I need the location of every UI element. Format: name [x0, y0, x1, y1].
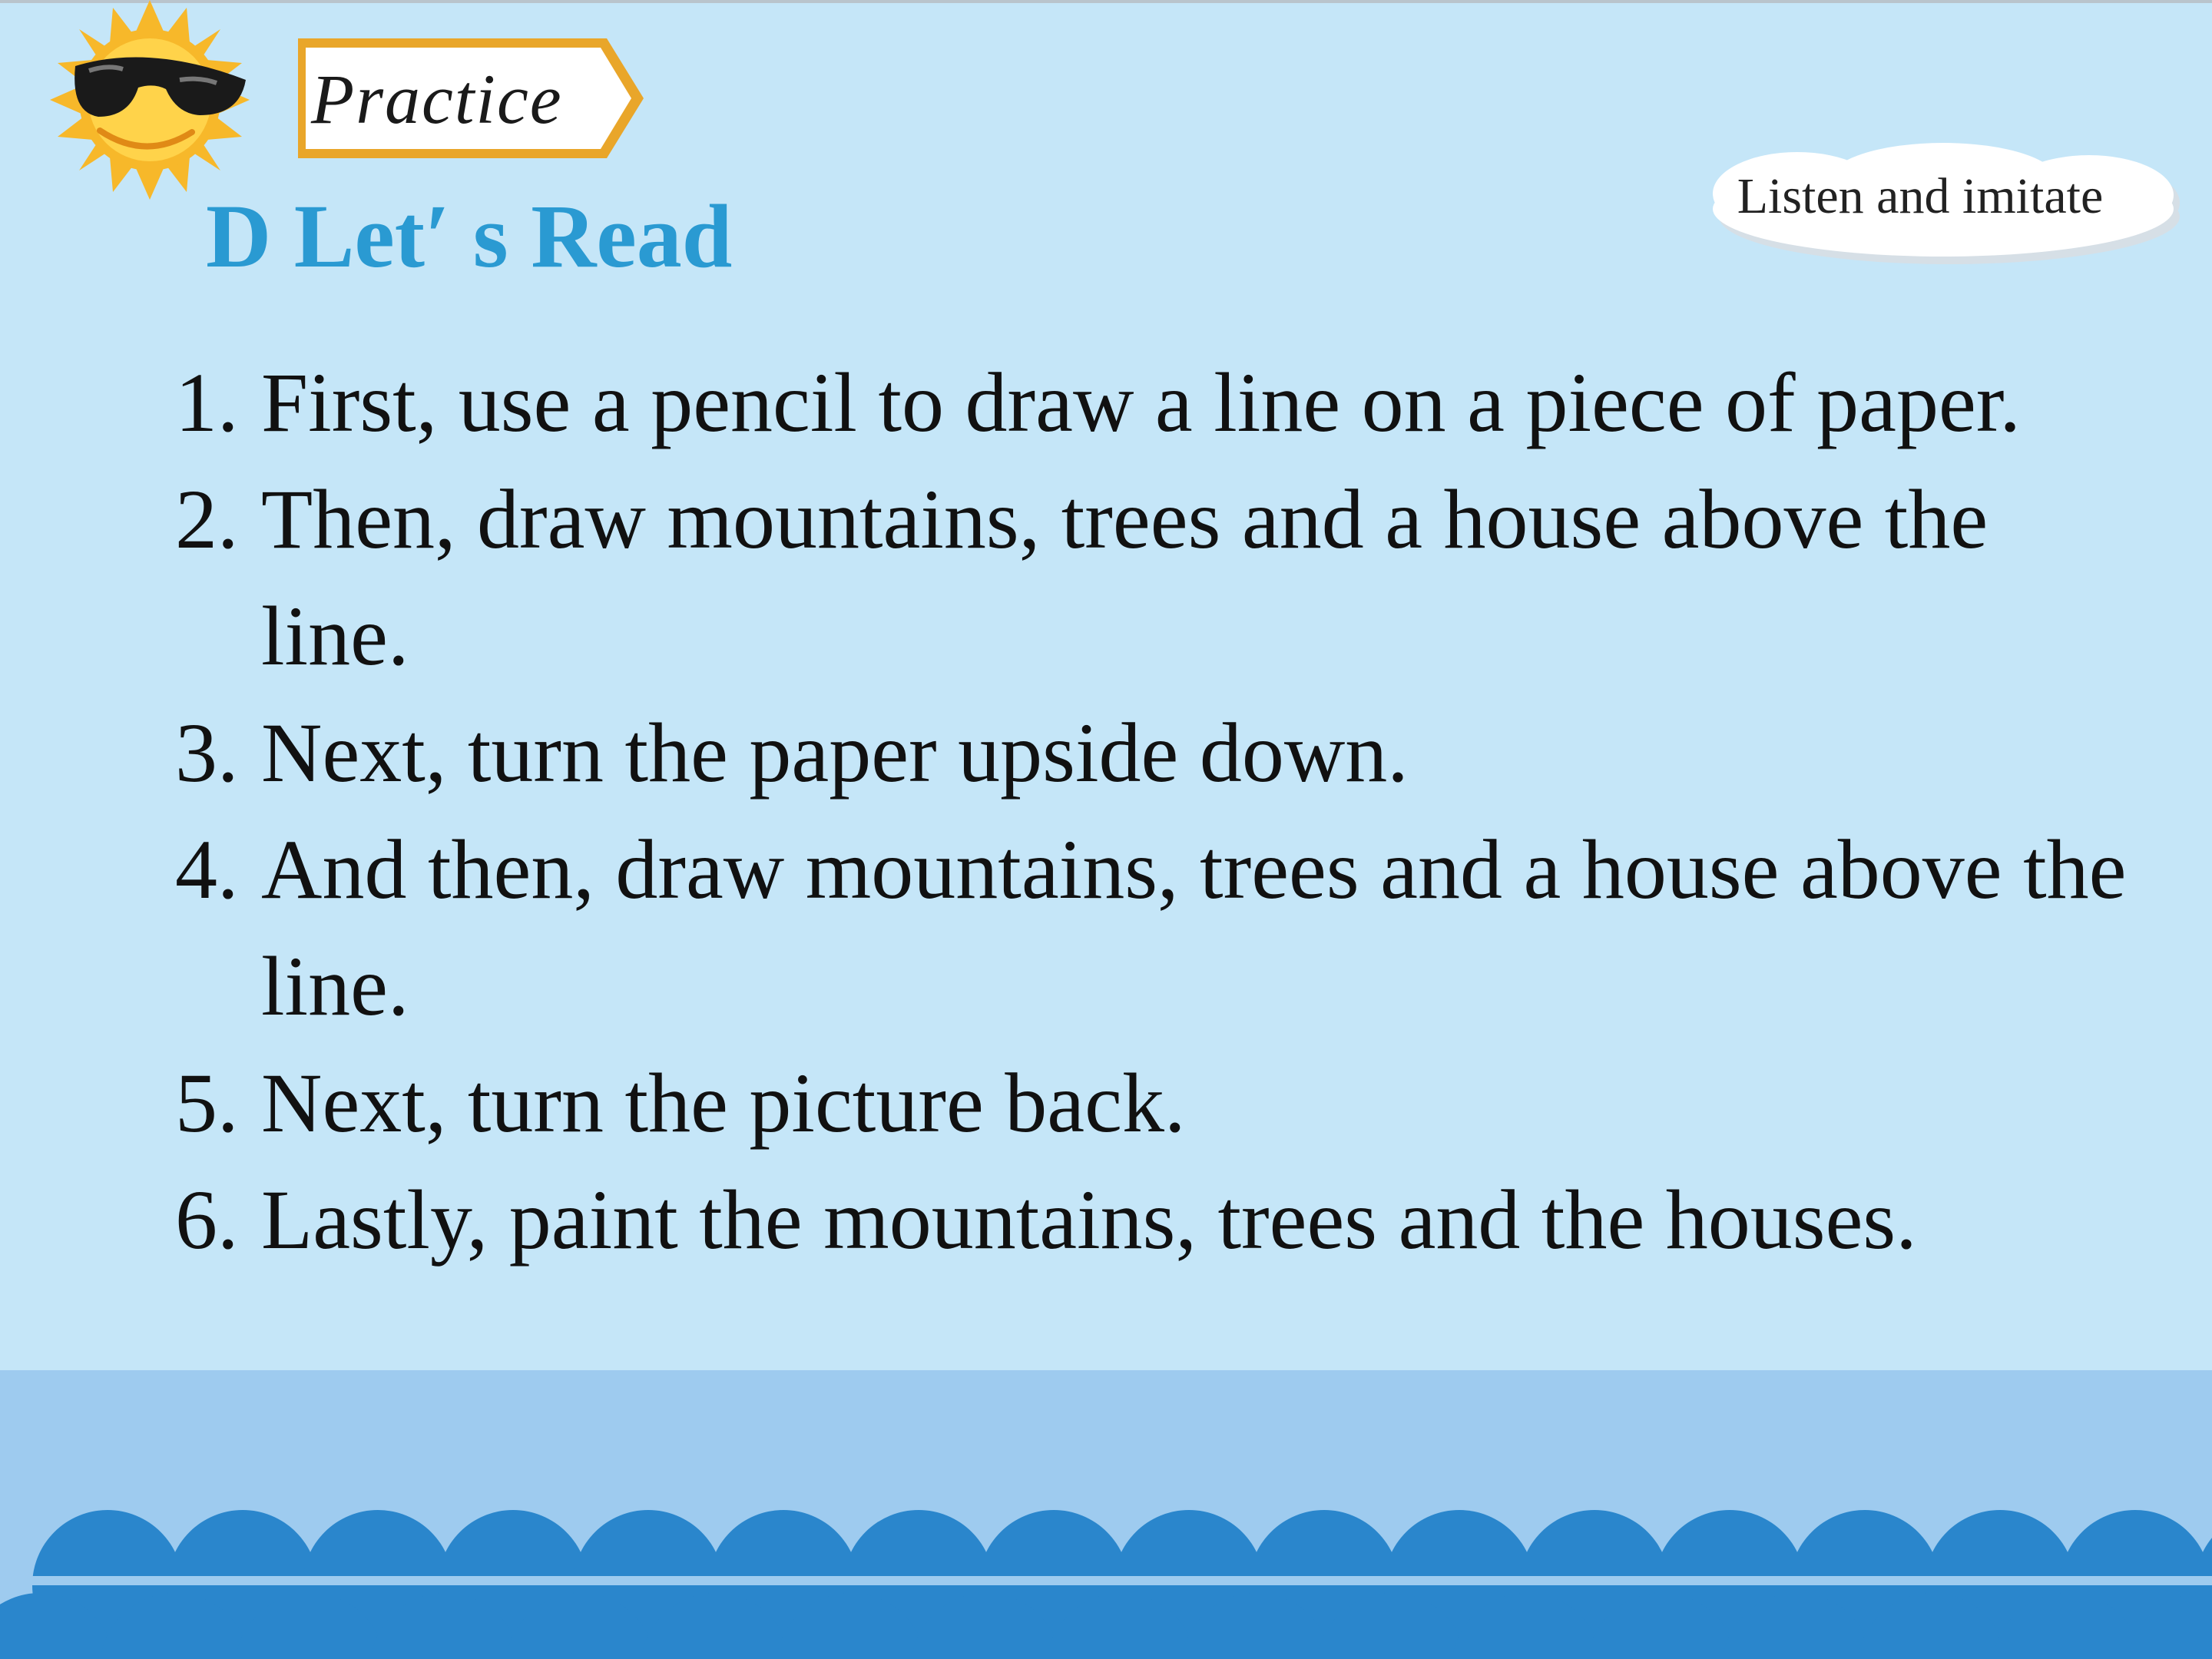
- step-number: 4.: [175, 823, 239, 916]
- list-item: [175, 344, 2141, 461]
- step-number: 2.: [175, 472, 239, 566]
- step-text: Then, draw mountains, trees and a house above the line.: [261, 472, 1988, 683]
- step-text: Lastly, paint the mountains, trees and the houses.: [261, 1173, 1917, 1267]
- step-text: Next, turn the paper upside down.: [261, 706, 1409, 800]
- list-item: [175, 811, 2141, 1045]
- step-text: First, use a pencil to draw a line on a piece of paper.: [261, 356, 2021, 449]
- steps-list: [175, 344, 2141, 1278]
- list-item: [175, 1045, 2141, 1161]
- step-text: Next, turn the picture back.: [261, 1056, 1186, 1150]
- step-number: 3.: [175, 706, 239, 800]
- list-item: [175, 694, 2141, 811]
- step-number: 1.: [175, 356, 239, 449]
- list-item: [175, 461, 2141, 694]
- step-number: 5.: [175, 1056, 239, 1150]
- practice-label: Practice: [311, 60, 563, 138]
- listen-and-imitate-button[interactable]: Listen and imitate: [1737, 168, 2104, 224]
- step-number: 6.: [175, 1173, 239, 1267]
- waves-decoration: [0, 1490, 2212, 1659]
- section-title: D Let′ s Read: [206, 186, 733, 286]
- step-text: And then, draw mountains, trees and a house above the line.: [261, 823, 2127, 1033]
- list-item: [175, 1161, 2141, 1278]
